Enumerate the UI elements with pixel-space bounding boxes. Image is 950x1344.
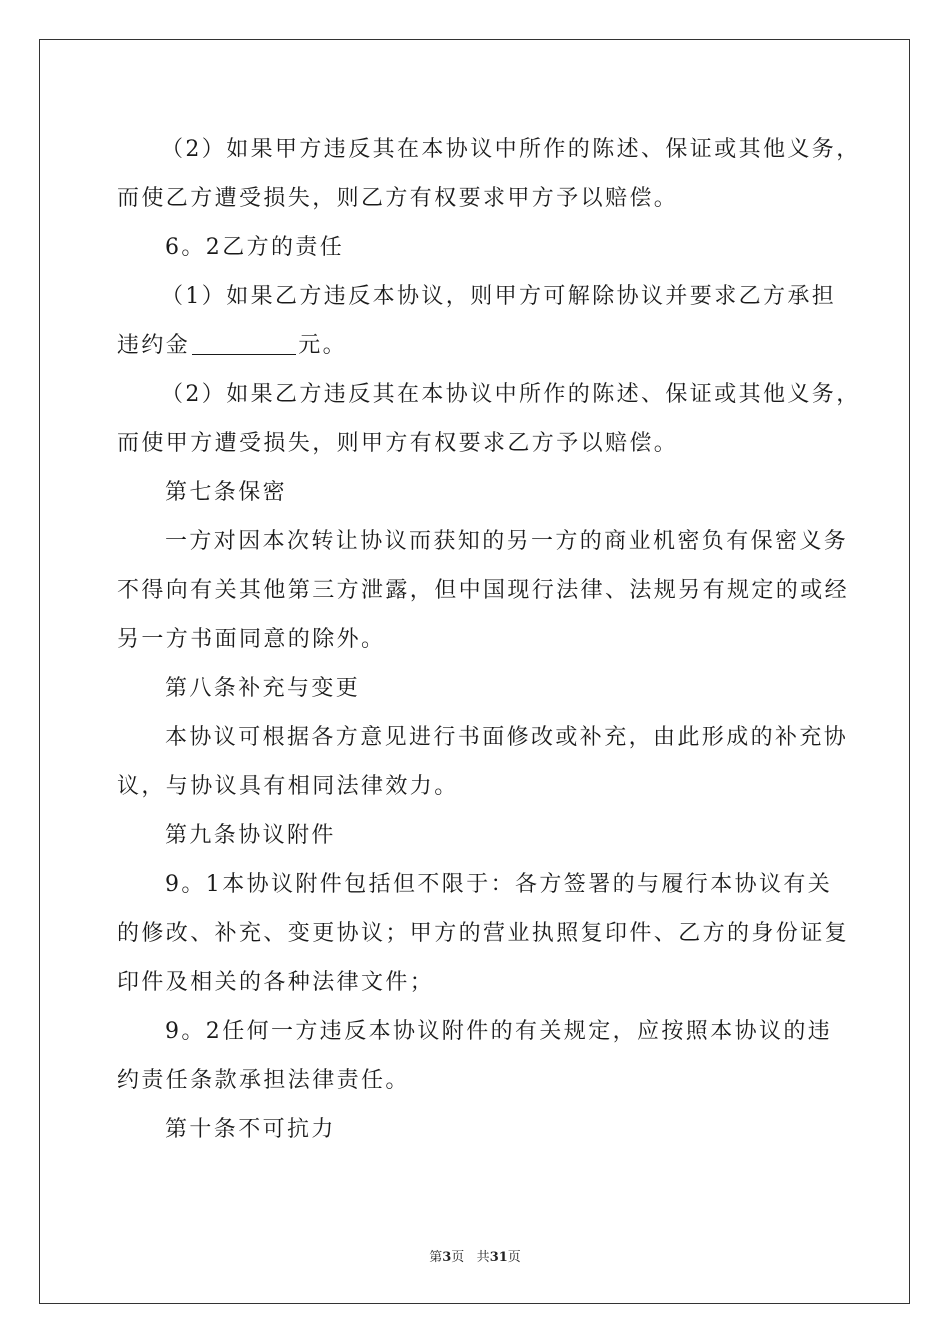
article-heading: 第七条保密 (165, 480, 288, 505)
paragraph-line: 约责任条款承担法律责任。 (117, 1068, 410, 1093)
document-body (117, 125, 861, 1154)
paragraph-line: （1）如果乙方违反本协议，则甲方可解除协议并要求乙方承担 (161, 284, 837, 309)
paragraph-line: 而使甲方遭受损失，则甲方有权要求乙方予以赔偿。 (117, 431, 679, 456)
page-suffix: 页 (451, 1250, 465, 1265)
article-heading: 第八条补充与变更 (165, 676, 361, 701)
page-number: 3 (442, 1250, 452, 1265)
paragraph-line: （2）如果乙方违反其在本协议中所作的陈述、保证或其他义务， (161, 382, 861, 407)
paragraph-line: 一方对因本次转让协议而获知的另一方的商业机密负有保密义务 (165, 529, 849, 554)
paragraph-line: （2）如果甲方违反其在本协议中所作的陈述、保证或其他义务， (161, 137, 861, 162)
paragraph-line: 9。1本协议附件包括但不限于：各方签署的与履行本协议有关 (165, 872, 833, 897)
paragraph-line: 印件及相关的各种法律文件； (117, 970, 435, 995)
text-span: 违约金 (117, 333, 191, 358)
paragraph-line: 而使乙方遭受损失，则乙方有权要求甲方予以赔偿。 (117, 186, 679, 211)
paragraph-line: 9。2任何一方违反本协议附件的有关规定，应按照本协议的违 (165, 1019, 833, 1044)
total-prefix: 共 (476, 1250, 490, 1265)
paragraph-line: 本协议可根据各方意见进行书面修改或补充，由此形成的补充协 (165, 725, 849, 750)
article-heading: 第九条协议附件 (165, 823, 336, 848)
text-span: 元。 (298, 333, 348, 358)
paragraph-line: 议，与协议具有相同法律效力。 (117, 774, 459, 799)
article-heading: 第十条不可抗力 (165, 1117, 336, 1142)
paragraph-line: 不得向有关其他第三方泄露，但中国现行法律、法规另有规定的或经 (117, 578, 850, 603)
page-total: 31 (489, 1250, 508, 1265)
paragraph-line (117, 321, 837, 370)
page-prefix: 第 (429, 1250, 443, 1265)
paragraph-line: 的修改、补充、变更协议；甲方的营业执照复印件、乙方的身份证复 (117, 921, 850, 946)
section-heading: 6。2乙方的责任 (165, 235, 345, 260)
page-footer (0, 1246, 950, 1265)
total-suffix: 页 (507, 1250, 521, 1265)
paragraph-line: 另一方书面同意的除外。 (117, 627, 386, 652)
fill-in-blank (192, 334, 296, 355)
